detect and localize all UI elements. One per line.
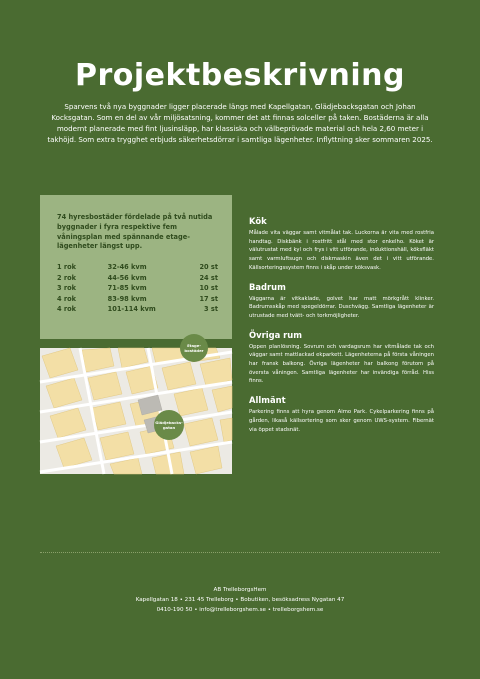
room-count: 10 st: [199, 284, 219, 293]
room-size: 83-98 kvm: [107, 294, 147, 303]
footer-company: AB TrelleborgsHem: [213, 587, 267, 593]
room-size: 32-46 kvm: [107, 263, 147, 272]
room-type: 4 rok: [57, 294, 77, 303]
section-body: Oppen planlösning. Sovrum och vardagsrum har vitmålade tak och väggar samt mattlackad ekparkett. Lägenheterna på första våningen har fransk balkong. Övriga lägenheter har balkong förutom på översta våningen. Samtliga lägenheter har invändiga förråd. Hiss finns.: [249, 343, 434, 385]
room-type: 3 rok: [57, 284, 77, 293]
room-count: 3 st: [204, 305, 219, 314]
room-table: [57, 262, 218, 315]
map-marker-gladjebacksgatan: Glädjebacks-gatan: [154, 410, 184, 440]
page-title: Projektbeskrivning: [74, 58, 406, 93]
room-size: 101-114 kvm: [107, 305, 156, 314]
room-row: [57, 294, 218, 305]
footer: [0, 585, 480, 616]
map-marker-etage: Etage-bostäder: [180, 334, 208, 362]
section-heading: Allmänt: [249, 395, 286, 406]
section-heading: Kök: [249, 216, 267, 226]
room-count: 24 st: [199, 273, 219, 282]
room-type: 1 rok: [57, 263, 77, 272]
intro-paragraph: Sparvens två nya byggnader ligger placerade längs med Kapellgatan, Glädjebacksgatan och Johan Kocksgatan. Som en del av vår miljösatsning, kommer det att finnas solceller på taken. Bostäderna är alla modernt planerade med fint ljusinsläpp, har klassiska och välbeprövade material och hela 2,60 meter i takhöjd. Som extra trygghet erbjuds säkerhetsdörrar i samtliga lägenheter. Inflyttning sker sommaren 2025.: [47, 102, 433, 144]
footer-address: Kapellgatan 18 • 231 45 Trelleborg • Bobutiken, besöksadress Nygatan 47: [135, 597, 345, 604]
section-body: Målade vita väggar samt vitmålat tak. Luckorna är vita med rostfria handtag. Diskbänk i rostfritt stål med stor enkelho. Köket är välutrustat med kyl och frys i vitt utförande, induktionshäll, köksfläkt samt varmluftsugn och diskmaskin även det i vitt utförande. Källsorteringssystem finns i skåp under köksvask.: [249, 230, 434, 271]
right-column: [249, 216, 434, 443]
room-size: 44-56 kvm: [107, 273, 147, 282]
map-graphic: [40, 348, 232, 474]
section-heading: Övriga rum: [249, 329, 302, 340]
footer-divider: [40, 552, 440, 553]
section-allmant: [249, 395, 434, 434]
section-kok: [249, 216, 434, 273]
room-count: 20 st: [199, 263, 219, 272]
room-count: 17 st: [199, 294, 219, 303]
footer-contact: 0410-190 50 • info@trelleborgshem.se • trelleborgshem.se: [156, 607, 324, 614]
room-row: [57, 283, 218, 294]
room-type: 2 rok: [57, 273, 77, 282]
room-row: [57, 262, 218, 273]
room-type: 4 rok: [57, 305, 77, 314]
section-body: Parkering finns att hyra genom Aimo Park. Cykelparkering finns på gården, likaså källsortering som sker genom UWS-system. Fibernät via öppet stadsnät.: [249, 409, 434, 433]
room-size: 71-85 kvm: [107, 284, 147, 293]
room-row: [57, 273, 218, 284]
apartment-summary: 74 hyresbostäder fördelade på två nutida byggnader i fyra respektive fem våningsplan med spännande etage-lägenheter längst upp.: [57, 213, 213, 251]
section-ovriga-rum: [249, 330, 434, 387]
room-row: [57, 304, 218, 315]
location-map: [40, 343, 232, 474]
section-body: Väggarna är vitkaklade, golvet har matt mörkgrått klinker. Badrumsskåp med spegeldörrar. Duschvägg. Samtliga lägenheter är utrustade med tvätt- och torkmöjligheter.: [249, 295, 434, 319]
apartment-info-box: [40, 195, 232, 339]
section-heading: Badrum: [249, 281, 286, 292]
section-badrum: [249, 282, 434, 321]
